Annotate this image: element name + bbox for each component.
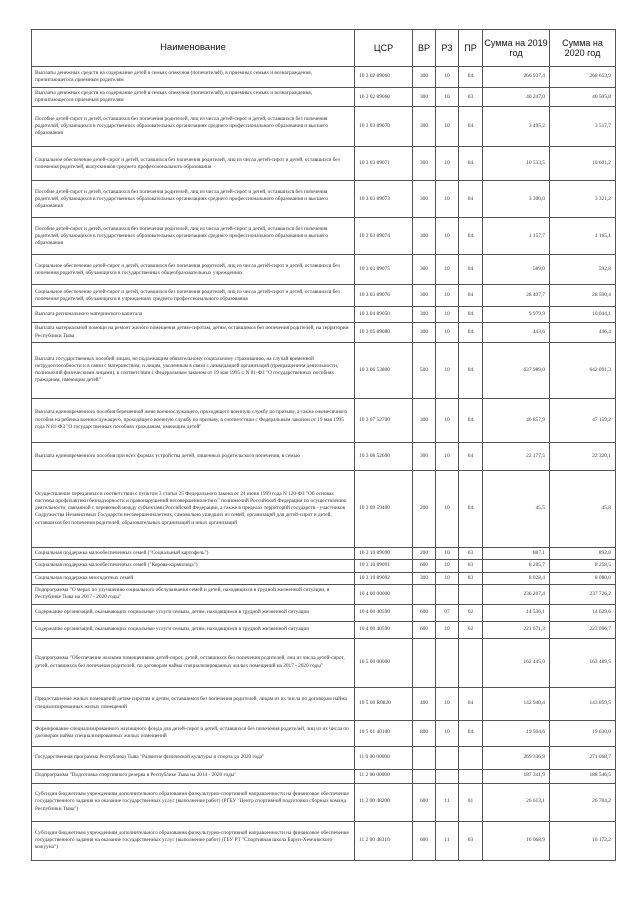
row-sum-2019: 9 979,9	[483, 307, 550, 323]
row-vr: 500	[413, 342, 436, 398]
row-sum-2020: 3 321,2	[550, 181, 616, 218]
row-name: Содержание организаций, оказывающих социальные услуги семьям, детям, находящимся в трудной жизненной ситуации	[32, 621, 355, 638]
row-sum-2020: 892,8	[550, 547, 616, 559]
row-name: Субсидии бюджетным учреждениям дополнительного образования физкультурно-спортивной направленности на финансовое обеспечение государственного задания на оказание государственных услуг (выполнение работ) (РГБУ "Центр спортивной подготовки сборных команд Республики Тыва")	[32, 783, 355, 821]
row-pr: 04	[459, 687, 483, 720]
row-pr	[459, 585, 483, 604]
row-sum-2019: 14 536,1	[483, 604, 550, 621]
row-sum-2019: 28 407,7	[483, 285, 550, 307]
table-row	[32, 181, 616, 218]
row-sum-2020: 40 505,8	[550, 88, 616, 107]
row-sum-2019: 1 157,7	[483, 218, 550, 255]
row-rz: 10	[436, 67, 459, 88]
row-sum-2019: 10 533,5	[483, 147, 550, 181]
row-rz: 10	[436, 470, 459, 547]
row-name: Осуществление переданных в соответствии с пунктом 3 статьи 25 Федерального закона от 24 июня 1999 года N 120-ФЗ "Об основах системы профилактики безнадзорности и правонарушений несовершеннолетних" полномочий Российской Федерации по осуществлению деятельности, связанной с перевозкой между субъектами Российской Федерации, а также в пределах территорий государств - участников Содружества Независимых Государств несовершеннолетних, самовольно ушедших из семей, организаций для детей-сирот и детей, оставшихся без попечения родителей, образовательных организаций и иных организаций	[32, 470, 355, 547]
row-csr: 10 3 07 52700	[355, 398, 413, 442]
table-row	[32, 342, 616, 398]
table-row	[32, 621, 616, 638]
row-pr: 04	[459, 307, 483, 323]
row-rz	[436, 769, 459, 783]
row-rz: 10	[436, 285, 459, 307]
row-name: Государственная программа Республики Тыва "Развитие физической культуры и спорта до 2020 года"	[32, 746, 355, 769]
row-pr	[459, 746, 483, 769]
row-vr: 300	[413, 107, 436, 147]
row-name: Предоставление жилых помещений детям-сиротам и детям, оставшимся без попечения родителей, лицам из их числа по договорам найма специализированных жилых помещений	[32, 687, 355, 720]
row-csr: 10 4 00 00000	[355, 585, 413, 604]
row-csr: 10 3 06 53800	[355, 342, 413, 398]
row-vr: 200	[413, 547, 436, 559]
row-csr: 11 2 00 00000	[355, 769, 413, 783]
row-vr: 300	[413, 67, 436, 88]
row-rz: 10	[436, 323, 459, 342]
row-rz: 10	[436, 255, 459, 285]
row-vr: 300	[413, 398, 436, 442]
row-sum-2020: 268 653,9	[550, 67, 616, 88]
row-pr: 04	[459, 67, 483, 88]
row-name: Формирование специализированного жилищного фонда для детей-сирот и детей, оставшихся без попечения родителей, лиц из их числа по договорам найма специализированных жилых помещений	[32, 720, 355, 746]
row-name: Социальная поддержка малообеспеченных семей ("Корова-кормилица")	[32, 559, 355, 572]
row-rz: 10	[436, 621, 459, 638]
row-name: Социальное обеспечение детей-сирот и детей, оставшихся без попечения родителей, лиц из числа детей-сирот и детей, оставшихся без попечения родителей, выпускников среднего профессионального образования	[32, 147, 355, 181]
row-name: Выплаты денежных средств на содержание детей в семьях опекунов (попечителей), в приемных семьях и вознаграждения, причитающегося приемным родителям	[32, 67, 355, 88]
row-sum-2020: 237 726,2	[550, 585, 616, 604]
row-pr: 04	[459, 470, 483, 547]
row-rz: 10	[436, 687, 459, 720]
row-vr: 200	[413, 470, 436, 547]
row-pr: 04	[459, 255, 483, 285]
row-vr: 300	[413, 442, 436, 470]
header-sum-2020: Сумма на 2020 год	[550, 30, 616, 67]
row-name: Пособие детей-сирот и детей, оставшихся без попечения родителей, лиц из числа детей-сирот и детей, оставшихся без попечения родителей, обучающихся в государственных образовательных организациях среднего профессионального образования и высшего образования	[32, 218, 355, 255]
row-csr: 10 3 03 89074	[355, 218, 413, 255]
table-row	[32, 746, 616, 769]
row-vr: 600	[413, 559, 436, 572]
row-csr: 11 0 00 00000	[355, 746, 413, 769]
row-vr	[413, 746, 436, 769]
row-sum-2020: 1 165,1	[550, 218, 616, 255]
row-sum-2019: 589,0	[483, 255, 550, 285]
row-sum-2019: 22 177,5	[483, 442, 550, 470]
row-sum-2020: 8 258,5	[550, 559, 616, 572]
row-vr: 300	[413, 307, 436, 323]
row-rz: 10	[436, 720, 459, 746]
table-row	[32, 559, 616, 572]
row-pr	[459, 769, 483, 783]
row-pr: 04	[459, 147, 483, 181]
row-rz: 10	[436, 107, 459, 147]
row-vr: 300	[413, 572, 436, 584]
row-vr: 300	[413, 147, 436, 181]
row-sum-2019: 3 495,2	[483, 107, 550, 147]
row-sum-2020: 271 068,7	[550, 746, 616, 769]
row-name: Пособие детей-сирот и детей, оставшихся без попечения родителей, лиц из числа детей-сирот и детей, оставшихся без попечения родителей, обучающихся в государственных образовательных организациях среднего профессионального образования и высшего образования	[32, 181, 355, 218]
row-csr: 10 3 08 52600	[355, 442, 413, 470]
row-csr: 10 3 10 89091	[355, 559, 413, 572]
row-vr: 300	[413, 323, 436, 342]
row-rz: 10	[436, 147, 459, 181]
row-csr: 10 5 00 00000	[355, 638, 413, 687]
table-row	[32, 572, 616, 584]
row-rz	[436, 585, 459, 604]
row-sum-2019: 26 613,1	[483, 783, 550, 821]
row-csr: 10 3 02 89060	[355, 67, 413, 88]
table-row	[32, 218, 616, 255]
table-row	[32, 638, 616, 687]
row-csr: 10 3 03 89075	[355, 255, 413, 285]
row-sum-2019: 162 445,0	[483, 638, 550, 687]
row-pr: 04	[459, 181, 483, 218]
header-vr: ВР	[413, 30, 436, 67]
row-sum-2020: 143 859,5	[550, 687, 616, 720]
budget-table	[31, 29, 616, 861]
row-sum-2020: 16 172,2	[550, 821, 616, 860]
row-rz: 10	[436, 342, 459, 398]
table-header-row	[32, 30, 616, 67]
row-csr: 10 3 03 89070	[355, 107, 413, 147]
row-rz: 10	[436, 398, 459, 442]
row-sum-2020: 47 159,2	[550, 398, 616, 442]
row-vr: 300	[413, 255, 436, 285]
row-sum-2020: 223 096,7	[550, 621, 616, 638]
row-sum-2019: 266 937,4	[483, 67, 550, 88]
table-row	[32, 547, 616, 559]
row-csr: 10 4 00 40590	[355, 621, 413, 638]
header-sum-2019: Сумма на 2019 год	[483, 30, 550, 67]
row-csr: 11 2 00 48310	[355, 821, 413, 860]
table-row	[32, 585, 616, 604]
row-sum-2020: 3 517,7	[550, 107, 616, 147]
row-name: Выплата регионального материнского капитала	[32, 307, 355, 323]
table-row	[32, 398, 616, 442]
row-pr: 01	[459, 783, 483, 821]
row-name: Субсидии бюджетным учреждениям дополнительного образования физкультурно-спортивной направленности на финансовое обеспечение государственного задания на оказание государственных услуг (выполнение работ) (ГБУ РТ "Спортивная школа Барун-Хемчикского кожууна")	[32, 821, 355, 860]
row-name: Выплата единовременного пособия беременной жене военнослужащего, проходящего военную службу по призыву, а также ежемесячного пособия на ребенка военнослужащего, проходящего военную службу по призыву, в соответствии с Федеральным законом от 19 мая 1995 года N 81-ФЗ "О государственных пособиях гражданам, имеющим детей"	[32, 398, 355, 442]
row-pr: 04	[459, 285, 483, 307]
row-vr: 300	[413, 88, 436, 107]
row-csr: 10 3 04 89050	[355, 307, 413, 323]
row-sum-2019: 16 068,9	[483, 821, 550, 860]
table-row	[32, 442, 616, 470]
row-rz: 11	[436, 821, 459, 860]
table-row	[32, 107, 616, 147]
row-name: Пособие детей-сирот и детей, оставшихся без попечения родителей, лиц из числа детей-сирот и детей, оставшихся без попечения родителей, обучающихся в государственных образовательных организациях среднего профессионального образования и высшего образования	[32, 107, 355, 147]
row-pr: 04	[459, 398, 483, 442]
table-row	[32, 783, 616, 821]
row-sum-2019: 19 504,6	[483, 720, 550, 746]
row-pr: 04	[459, 342, 483, 398]
row-csr: 10 3 03 89071	[355, 147, 413, 181]
row-rz: 10	[436, 181, 459, 218]
row-rz: 10	[436, 88, 459, 107]
row-sum-2019: 142 940,4	[483, 687, 550, 720]
table-row	[32, 821, 616, 860]
row-pr: 03	[459, 821, 483, 860]
row-rz	[436, 638, 459, 687]
row-rz	[436, 746, 459, 769]
row-pr: 02	[459, 604, 483, 621]
table-row	[32, 687, 616, 720]
row-vr	[413, 585, 436, 604]
row-vr: 800	[413, 720, 436, 746]
row-rz: 10	[436, 218, 459, 255]
row-name: Выплаты денежных средств на содержание детей в семьях опекунов (попечителей), в приемных семьях и вознаграждения, причитающегося приемным родителям	[32, 88, 355, 107]
row-name: Подпрограмма "Подготовка спортивного резерва в Республике Тыва на 2014 - 2020 годы"	[32, 769, 355, 783]
row-csr: 10 3 05 89080	[355, 323, 413, 342]
row-sum-2020: 10 044,1	[550, 307, 616, 323]
row-sum-2020: 22 320,1	[550, 442, 616, 470]
table-row	[32, 285, 616, 307]
row-rz: 10	[436, 442, 459, 470]
row-rz: 10	[436, 559, 459, 572]
header-pr: ПР	[459, 30, 483, 67]
row-vr: 300	[413, 285, 436, 307]
row-sum-2020: 8 080,0	[550, 572, 616, 584]
row-sum-2020: 26 784,2	[550, 783, 616, 821]
table-row	[32, 307, 616, 323]
row-rz: 10	[436, 572, 459, 584]
table-row	[32, 88, 616, 107]
row-csr: 10 3 02 89060	[355, 88, 413, 107]
row-name: Содержание организаций, оказывающих социальные услуги семьям, детям, находящимся в трудной жизненной ситуации	[32, 604, 355, 621]
row-name: Подпрограмма "О мерах по улучшению социального обслуживания семей и детей, находящихся в трудной жизненной ситуации, в Республике Тыва на 2017 - 2020 годы"	[32, 585, 355, 604]
row-name: Выплата единовременного пособия при всех формах устройства детей, лишенных родительского попечения, в семью	[32, 442, 355, 470]
row-name: Социальная поддержка малообеспеченных семей ("Социальный картофель")	[32, 547, 355, 559]
row-sum-2019: 8 205,7	[483, 559, 550, 572]
row-name: Социальное обеспечение детей-сирот и детей, оставшихся без попечения родителей, лиц из числа детей-сирот и детей, оставшихся без попечения родителей, обучающихся в государственных общеобразовательных учреждениях	[32, 255, 355, 285]
row-sum-2019: 40 247,0	[483, 88, 550, 107]
row-vr: 600	[413, 621, 436, 638]
row-vr: 600	[413, 783, 436, 821]
row-csr: 10 5 00 R0820	[355, 687, 413, 720]
row-pr: 04	[459, 720, 483, 746]
table-row	[32, 769, 616, 783]
row-pr: 03	[459, 547, 483, 559]
row-name: Выплата государственных пособий лицам, не подлежащим обязательному социальному страхованию, на случай временной нетрудоспособности и в связи с материнством, и лицам, уволенным в связи с ликвидацией организаций (прекращением деятельности, полномочий физическими лицами), в соответствии с Федеральным законом от 19 мая 1995 г. N 81-ФЗ "О государственных пособиях гражданам, имеющим детей"	[32, 342, 355, 398]
row-sum-2019: 3 300,0	[483, 181, 550, 218]
row-sum-2019: 45,5	[483, 470, 550, 547]
row-pr	[459, 638, 483, 687]
row-pr: 03	[459, 572, 483, 584]
row-sum-2019: 269 336,8	[483, 746, 550, 769]
row-sum-2020: 188 546,5	[550, 769, 616, 783]
row-sum-2019: 46 857,9	[483, 398, 550, 442]
row-csr: 10 3 10 89090	[355, 547, 413, 559]
header-name: Наименование	[32, 30, 355, 67]
row-vr: 300	[413, 218, 436, 255]
table-row	[32, 470, 616, 547]
row-csr: 10 3 03 89073	[355, 181, 413, 218]
row-csr: 10 3 10 89092	[355, 572, 413, 584]
row-vr: 400	[413, 687, 436, 720]
row-sum-2020: 45,8	[550, 470, 616, 547]
table-row	[32, 255, 616, 285]
row-vr	[413, 769, 436, 783]
row-vr	[413, 638, 436, 687]
row-pr: 02	[459, 621, 483, 638]
row-vr: 300	[413, 181, 436, 218]
row-pr: 04	[459, 218, 483, 255]
row-sum-2019: 443,6	[483, 323, 550, 342]
row-sum-2020: 19 630,0	[550, 720, 616, 746]
row-pr: 03	[459, 88, 483, 107]
row-pr: 04	[459, 442, 483, 470]
row-csr: 10 3 09 59400	[355, 470, 413, 547]
row-csr: 10 4 00 40590	[355, 604, 413, 621]
row-rz: 07	[436, 604, 459, 621]
row-sum-2019: 187 341,9	[483, 769, 550, 783]
row-sum-2019: 236 207,4	[483, 585, 550, 604]
row-csr: 11 2 00 48200	[355, 783, 413, 821]
row-pr: 03	[459, 559, 483, 572]
row-rz: 10	[436, 307, 459, 323]
table-row	[32, 604, 616, 621]
row-name: Социальная поддержка многодетных семей	[32, 572, 355, 584]
row-sum-2020: 10 601,2	[550, 147, 616, 181]
row-name: Социальное обеспечение детей-сирот и детей, оставшихся без попечения родителей, лиц из числа детей-сирот и детей, оставшихся без попечения родителей, обучающихся в учреждениях среднего профессионального образования	[32, 285, 355, 307]
row-sum-2020: 28 590,4	[550, 285, 616, 307]
row-vr: 600	[413, 604, 436, 621]
row-name: Подпрограмма "Обеспечение жилыми помещениями детей-сирот, детей, оставшихся без попечения родителей, лиц из числа детей-сирот, детей, оставшихся без попечения родителей, по договорам найма специализированных жилых помещений на 2017 - 2020 годы"	[32, 638, 355, 687]
row-vr: 600	[413, 821, 436, 860]
row-csr: 10 5 01 40100	[355, 720, 413, 746]
header-csr: ЦСР	[355, 30, 413, 67]
table-row	[32, 720, 616, 746]
row-sum-2019: 8 028,4	[483, 572, 550, 584]
row-rz: 10	[436, 547, 459, 559]
row-pr: 04	[459, 107, 483, 147]
row-sum-2019: 887,1	[483, 547, 550, 559]
row-sum-2020: 14 629,6	[550, 604, 616, 621]
row-rz: 11	[436, 783, 459, 821]
row-sum-2020: 642 091,3	[550, 342, 616, 398]
row-csr: 10 3 03 89076	[355, 285, 413, 307]
row-sum-2019: 637 989,0	[483, 342, 550, 398]
header-rz: РЗ	[436, 30, 459, 67]
row-sum-2020: 163 489,5	[550, 638, 616, 687]
row-name: Выплата материальной помощи на ремонт жилого помещения детям-сиротам, детям, оставшимся без попечения родителей, на территории Республики Тыва	[32, 323, 355, 342]
row-sum-2020: 446,4	[550, 323, 616, 342]
table-row	[32, 147, 616, 181]
table-row	[32, 323, 616, 342]
row-sum-2020: 592,8	[550, 255, 616, 285]
table-row	[32, 67, 616, 88]
row-sum-2019: 221 671,3	[483, 621, 550, 638]
row-pr: 04	[459, 323, 483, 342]
